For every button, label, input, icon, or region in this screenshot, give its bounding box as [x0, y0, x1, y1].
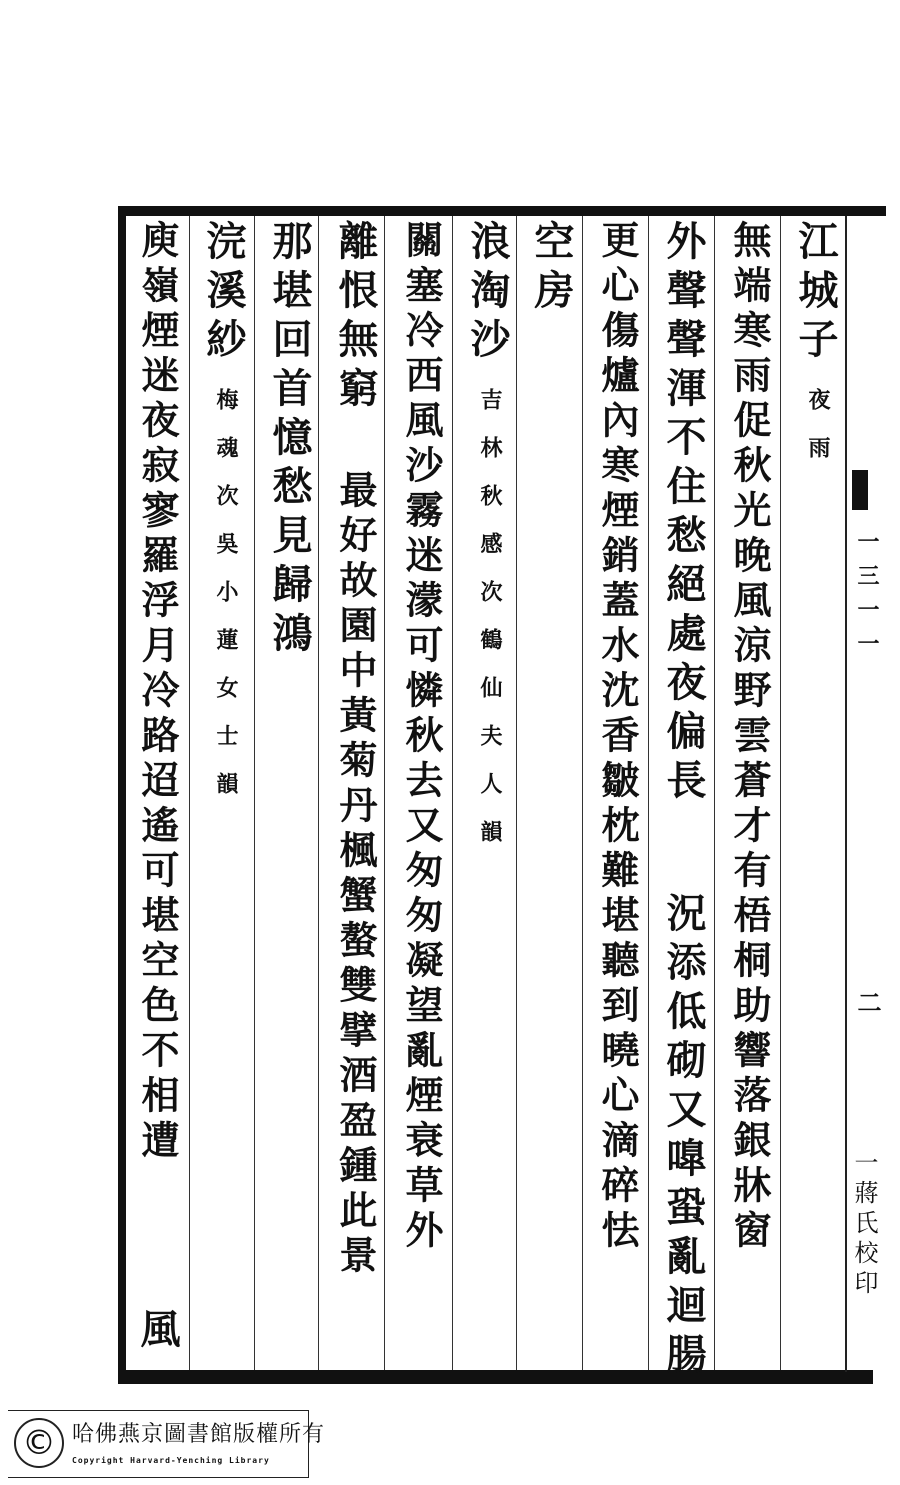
column-10 [194, 220, 252, 1366]
column-separator [254, 216, 255, 1370]
verse-line: 關塞冷西風沙霧迷濛可憐秋去又匆匆凝望亂煙衰草外 [399, 220, 444, 1255]
verse-line: 離恨無窮 [332, 220, 379, 416]
column-separator [780, 216, 781, 1370]
column-separator [714, 216, 715, 1370]
copyright-chinese: 哈佛燕京圖書館版權所有 [72, 1422, 326, 1447]
poem-title: 浪淘沙 [464, 220, 511, 367]
verse-line: 更心傷爐內寒煙銷蓋水沈香皺枕難堪聽到曉心滴碎怯 [595, 220, 640, 1255]
publisher-mark: 一蔣氏校印 [850, 1150, 878, 1300]
column-separator [582, 216, 583, 1370]
fold-mark: 二 [853, 990, 882, 1014]
poem-title: 浣溪紗 [200, 220, 247, 367]
column-1 [786, 220, 844, 1366]
bottom-rule [118, 1370, 873, 1384]
column-5 [522, 220, 580, 1366]
page-number: 一三一一 [854, 530, 880, 666]
column-7 [392, 220, 450, 1366]
verse-line: 庾嶺煙迷夜寂寥羅浮月冷路迢遙可堪空色不相遭 [135, 220, 180, 1165]
poem-subtitle: 夜雨 [805, 388, 831, 484]
column-11 [128, 220, 186, 1366]
top-rule [118, 206, 886, 216]
column-2 [720, 220, 778, 1366]
verse-line: 風 [134, 1308, 181, 1357]
column-3 [654, 220, 712, 1382]
verse-line: 最好故園中黃菊丹楓蟹螯雙擘酒盈鍾此景 [333, 470, 378, 1280]
poem-subtitle: 梅魂次吳小蓮女士韻 [213, 388, 239, 820]
column-separator [384, 216, 385, 1370]
verse-line: 外聲聲渾不住愁絕處夜偏長 [660, 220, 707, 808]
column-separator [516, 216, 517, 1370]
verse-line: 空房 [528, 220, 575, 318]
right-rule [845, 216, 847, 1372]
column-separator [452, 216, 453, 1370]
verse-line: 無端寒雨促秋光晚風涼野雲蒼才有梧桐助響落銀牀窗 [727, 220, 772, 1255]
verse-line: 況添低砌又嘷蛩亂迴腸 [660, 892, 707, 1382]
column-6 [458, 220, 516, 1366]
column-separator [189, 216, 190, 1370]
poem-title: 江城子 [792, 220, 839, 367]
left-rule [118, 206, 126, 1384]
column-9 [260, 220, 318, 1366]
column-separator [648, 216, 649, 1370]
verse-line: 那堪回首憶愁見歸鴻 [266, 220, 313, 661]
copyright-icon: © [14, 1418, 64, 1468]
column-4 [588, 220, 646, 1366]
column-8 [326, 220, 384, 1366]
copyright-english: Copyright Harvard-Yenching Library [72, 1456, 270, 1465]
column-separator [318, 216, 319, 1370]
poem-subtitle: 吉林秋感次鶴仙夫人韻 [477, 388, 503, 868]
fold-mark-block [852, 470, 868, 510]
